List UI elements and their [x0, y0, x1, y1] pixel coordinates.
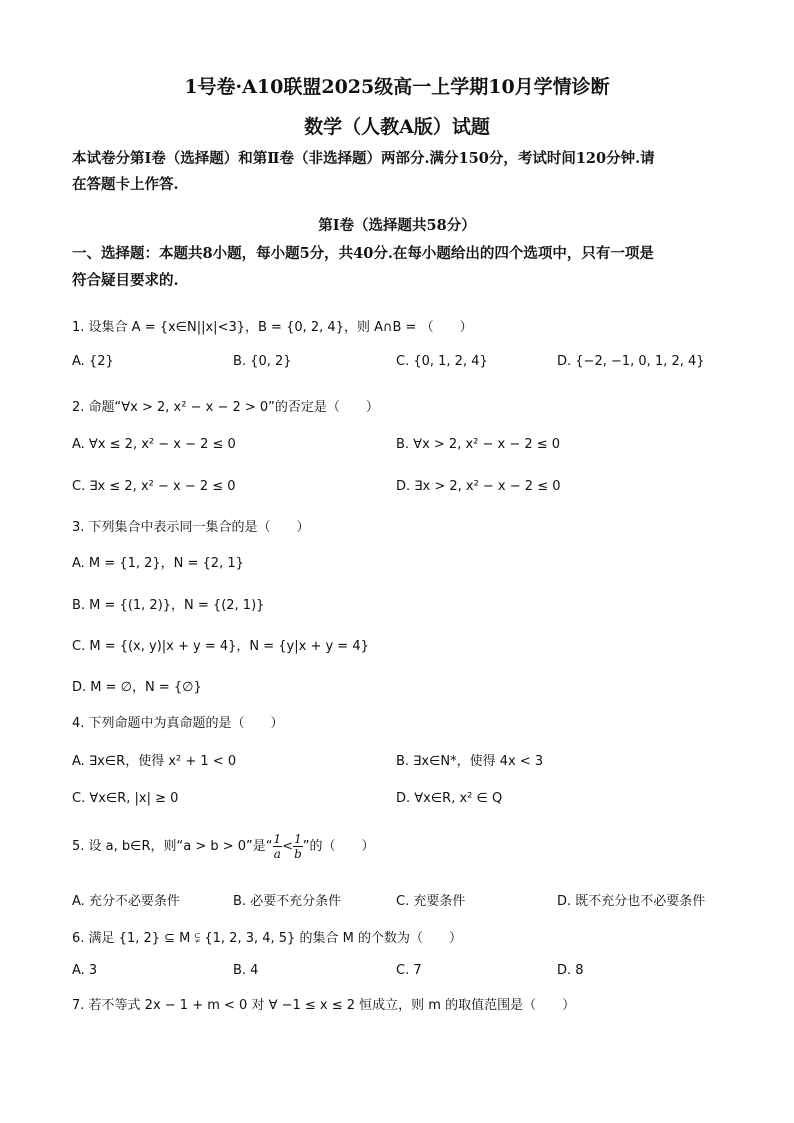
- instructions-line-1: 本试卷分第Ⅰ卷（选择题）和第Ⅱ卷（非选择题）两部分.满分150分，考试时间120分钟.请: [72, 150, 655, 167]
- question-6-option-b[interactable]: B. 4: [233, 963, 259, 978]
- section-1-heading: 第Ⅰ卷（选择题共58分）: [318, 217, 476, 234]
- instructions-line-2: 在答题卡上作答.: [72, 176, 179, 193]
- question-1-option-c[interactable]: C. {0, 1, 2, 4}: [396, 354, 488, 369]
- fraction-1-over-a: [273, 832, 283, 861]
- question-2-option-d[interactable]: D. ∃x > 2, x² − x − 2 ≤ 0: [396, 479, 561, 494]
- question-2-option-c[interactable]: C. ∃x ≤ 2, x² − x − 2 ≤ 0: [72, 479, 236, 494]
- question-6-option-d[interactable]: D. 8: [557, 963, 584, 978]
- part-1-line-2: 符合疑目要求的.: [72, 272, 179, 289]
- question-4-stem: 4. 下列命题中为真命题的是（ ）: [72, 716, 284, 731]
- question-3-option-c[interactable]: C. M = {(x, y)|x + y = 4}，N = {y|x + y = 4}: [72, 639, 369, 654]
- question-1-option-b[interactable]: B. {0, 2}: [233, 354, 292, 369]
- fraction-1-numerator: 1: [273, 832, 282, 846]
- exam-subtitle: 数学（人教A版）试题: [304, 116, 490, 138]
- question-2-option-a[interactable]: A. ∀x ≤ 2, x² − x − 2 ≤ 0: [72, 437, 236, 452]
- part-1-line-1: 一、选择题：本题共8小题，每小题5分，共40分.在每小题给出的四个选项中，只有一项是: [72, 245, 654, 262]
- question-5-stem-start: 5. 设 a, b∈R，则“a > b > 0”是“: [72, 839, 273, 854]
- question-1-option-d[interactable]: D. {−2, −1, 0, 1, 2, 4}: [557, 354, 705, 369]
- question-3-option-b[interactable]: B. M = {(1, 2)}，N = {(2, 1)}: [72, 598, 265, 613]
- question-3-option-a[interactable]: A. M = {1, 2}，N = {2, 1}: [72, 556, 244, 571]
- question-4-option-a[interactable]: A. ∃x∈R，使得 x² + 1 < 0: [72, 754, 237, 769]
- question-3-stem: 3. 下列集合中表示同一集合的是（ ）: [72, 520, 310, 535]
- question-3-option-d[interactable]: D. M = ∅，N = {∅}: [72, 680, 202, 695]
- question-4-option-d[interactable]: D. ∀x∈R, x² ∈ Q: [396, 791, 503, 806]
- question-4-option-b[interactable]: B. ∃x∈N*，使得 4x < 3: [396, 754, 544, 769]
- exam-title: 1号卷·A10联盟2025级高一上学期10月学情诊断: [184, 76, 610, 98]
- question-5-stem-end: ”的（ ）: [302, 839, 375, 854]
- question-5-option-a[interactable]: A. 充分不必要条件: [72, 894, 180, 909]
- fraction-1-over-b: [293, 832, 303, 861]
- question-5-option-c[interactable]: C. 充要条件: [396, 894, 466, 909]
- question-4-option-c[interactable]: C. ∀x∈R, |x| ≥ 0: [72, 791, 179, 806]
- fraction-1-denominator: a: [273, 847, 281, 861]
- fraction-2-numerator: 1: [294, 832, 302, 846]
- question-6-stem: 6. 满足 {1, 2} ⊆ M ⫋ {1, 2, 3, 4, 5} 的集合 M 的个数为（ ）: [72, 931, 462, 946]
- question-6-option-c[interactable]: C. 7: [396, 963, 422, 978]
- question-2-stem: 2. 命题“∀x > 2, x² − x − 2 > 0”的否定是（ ）: [72, 400, 379, 415]
- part-1-heading: [72, 240, 727, 294]
- fraction-2-denominator: b: [294, 847, 302, 861]
- question-1-stem: 1. 设集合 A = {x∈N||x|<3}，B = {0, 2, 4}，则 A∩B = （ ）: [72, 320, 473, 335]
- question-6-option-a[interactable]: A. 3: [72, 963, 98, 978]
- question-5-option-b[interactable]: B. 必要不充分条件: [233, 894, 342, 909]
- question-2-option-b[interactable]: B. ∀x > 2, x² − x − 2 ≤ 0: [396, 437, 561, 452]
- question-7-stem: 7. 若不等式 2x − 1 + m < 0 对 ∀ −1 ≤ x ≤ 2 恒成立，则 m 的取值范围是（ ）: [72, 998, 576, 1013]
- question-1-option-a[interactable]: A. {2}: [72, 354, 114, 369]
- exam-instructions: [72, 146, 727, 198]
- fraction-comparison: <: [282, 839, 294, 854]
- question-5-stem: [72, 832, 732, 861]
- question-5-option-d[interactable]: D. 既不充分也不必要条件: [557, 894, 706, 909]
